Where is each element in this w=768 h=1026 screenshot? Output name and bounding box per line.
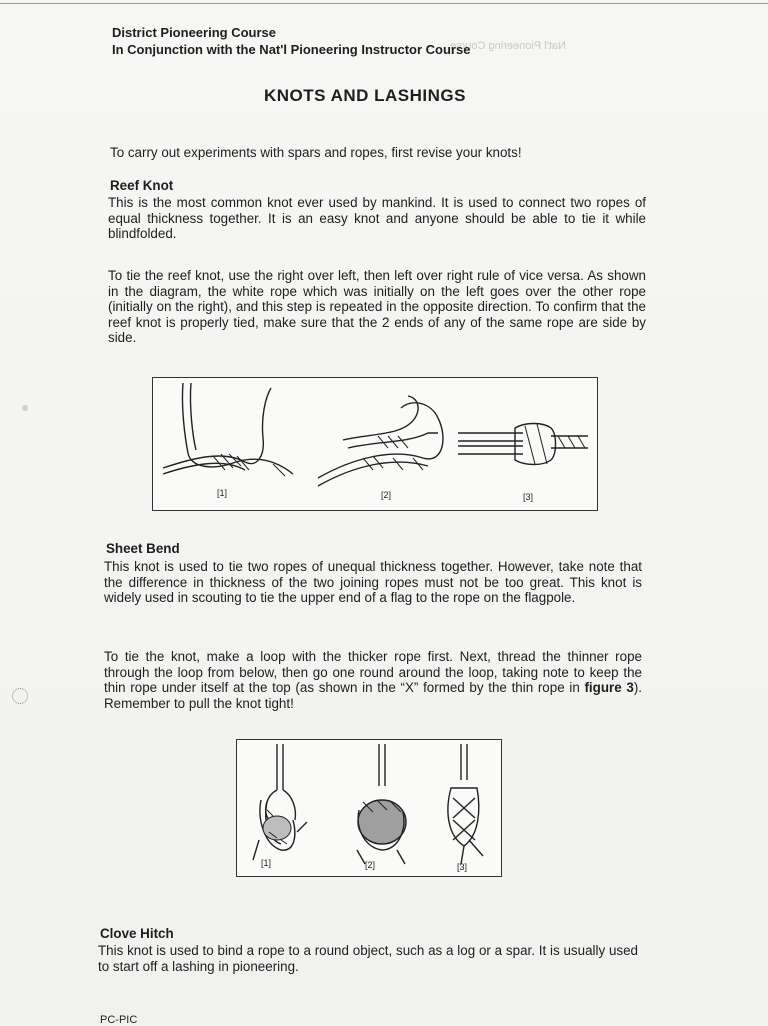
clove-hitch-heading: Clove Hitch	[100, 926, 174, 941]
punch-hole-mark	[12, 688, 28, 704]
reef-knot-para-2: To tie the reef knot, use the right over left, then left over right rule of vice versa. As shown in the diagram, the white rope which was initially on the left goes over the other rope (initially on the right), and this step is repeated in the opposite direction. To confirm that the reef knot is properly tied, make sure that the 2 ends of any of the same rope are side by side.	[108, 268, 646, 346]
header-line-1: District Pioneering Course	[112, 25, 276, 40]
scan-speck	[22, 405, 28, 411]
reef-fig-label-3: [3]	[523, 492, 534, 502]
sheet-fig-label-3: [3]	[457, 862, 468, 872]
reef-fig-label-1: [1]	[217, 488, 228, 498]
top-edge-line	[0, 3, 768, 4]
reef-knot-heading: Reef Knot	[110, 178, 174, 193]
sheet-bend-para-1: This knot is used to tie two ropes of unequal thickness together. However, take note that the difference in thickness of the two joining ropes must not be too great. This knot is widely used in scouting to tie the upper end of a flag to the rope on the flagpole.	[104, 559, 642, 606]
header-line-2: In Conjunction with the Nat'l Pioneering Instructor Course	[112, 42, 471, 57]
figure-3-reference: figure 3	[584, 680, 634, 696]
sheet-bend-figure	[236, 739, 502, 877]
reef-knot-figure	[152, 377, 598, 511]
sheet-bend-para-2-end: ). Remember to pull the knot tight!	[104, 680, 642, 711]
bleed-through-header: Nat'l Pioneering Course	[450, 40, 566, 52]
page-title: KNOTS AND LASHINGS	[264, 86, 466, 105]
sheet-fig-label-1: [1]	[261, 858, 272, 868]
sheet-bend-para-2-text: To tie the knot, make a loop with the thicker rope first. Next, thread the thinner rope through the loop from below, then go one round around the loop, taking note to keep the thin rope under itself at the top (as shown in the “X” formed by the thin rope in	[104, 649, 642, 696]
sheet-bend-illustration	[237, 740, 501, 876]
sheet-bend-para-2	[104, 649, 642, 711]
reef-fig-label-2: [2]	[381, 490, 392, 500]
reef-knot-para-1: This is the most common knot ever used by mankind. It is used to connect two ropes of equal thickness together. It is an easy knot and anyone should be able to tie it while blindfolded.	[108, 195, 646, 242]
document-header	[112, 24, 470, 58]
clove-hitch-para-1: This knot is used to bind a rope to a round object, such as a log or a spar. It is usually used to start off a lashing in pioneering.	[98, 943, 638, 974]
sheet-bend-heading: Sheet Bend	[106, 541, 180, 556]
sheet-fig-label-2: [2]	[365, 860, 376, 870]
footer-code: PC-PIC	[100, 1014, 138, 1026]
intro-text: To carry out experiments with spars and ropes, first revise your knots!	[110, 145, 522, 160]
